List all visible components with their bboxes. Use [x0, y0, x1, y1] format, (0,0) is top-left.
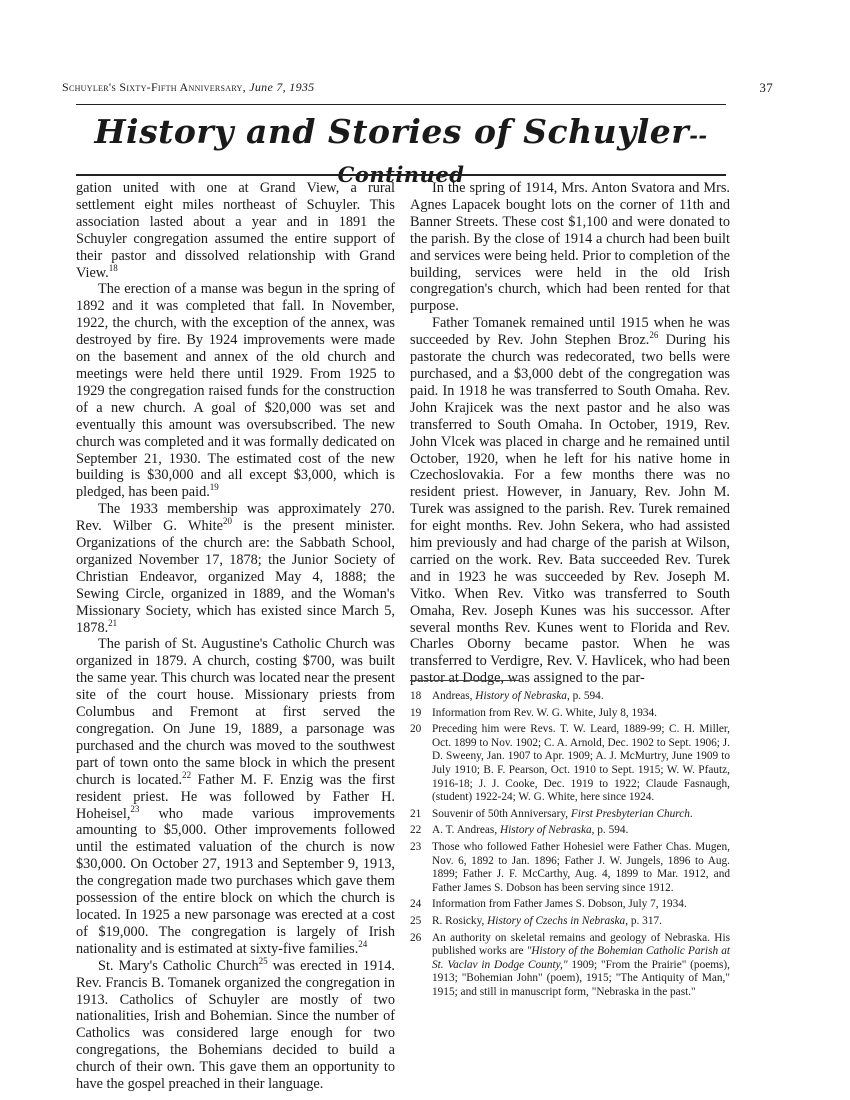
- paragraph: Father Tomanek remained until 1915 when he was succeeded by Rev. John Stephen Broz.$^{26}$ During his pastorate the church was redecorated, two bells were purchased, and a $3,000 debt of the congregation was paid. In 1918 he was transferred to South Omaha. Rev. John Krajicek was the next pastor and he also was transferred to South Omaha. In October, 1919, Rev. John Vlcek was placed in charge and he remained until October, 1920, when he left for his native home in Czechoslovakia. For a few months there was no resident priest. However, in January, Rev. John M. Turek was assigned to the parish. Rev. Turek remained for eight months. Rev. John Sekera, who had assisted him previously and had charge of the parish at Wilson, carried on the work. Rev. Bata succeeded Rev. Turek and in 1923 he was succeeded by Rev. Joseph M. Vitko. When Rev. Vitko was transferred to South Omaha, Rev. Joseph Kunes was his successor. After several months Rev. Kunes went to Florida and Rev. Charles Oborny became pastor. When he was transferred to Verdigre, Rev. V. Havlicek, who had been pastor at Dodge, was assigned to the par-: [410, 315, 731, 687]
- footnote-ref: 24: [358, 939, 368, 950]
- footnote-ref: 26: [649, 330, 659, 341]
- footnote-rule: [410, 680, 520, 681]
- running-title: Schuyler's Sixty-Fifth Anniversary,: [62, 80, 246, 94]
- page-title: [76, 112, 726, 190]
- running-head: [62, 80, 773, 95]
- paragraph: gation united with one at Grand View, a rural settlement eight miles northeast of Schuyler. This association lasted about a year and in 1891 the Schuyler congregation assumed the entire support of their pastor and dissolved relationship with Grand View.$^{18}$: [76, 180, 395, 281]
- page-number: 37: [759, 80, 773, 95]
- left-column: [76, 180, 395, 1093]
- right-column: [410, 180, 730, 687]
- footnote-ref: 21: [108, 617, 118, 628]
- footnote: 25 R. Rosicky, History of Czechs in Nebraska, p. 317.: [410, 914, 662, 927]
- paragraph: The 1933 membership was approximately 270. Rev. Wilber G. White$^{20}$ is the present minister. Organizations of the church are: the Sabbath School, organized November 17, 1878; the Junior Society of Christian Endeavor, organized May 4, 1888; the Sewing Circle, organized in 1889, and the Woman's Missionary Society, which has existed since March 5, 1878.21: [76, 501, 395, 636]
- footnote: 21 Souvenir of 50th Anniversary, First Presbyterian Church.: [410, 807, 693, 820]
- footnote: 18 Andreas, History of Nebraska, p. 594.: [410, 690, 604, 702]
- footnote: 20 Preceding him were Revs. T. W. Leard, 1889-99; C. H. Miller, Oct. 1899 to Nov. 1902; C. A. Arnold, Dec. 1902 to Sept. 1906; J. D. Sweeny, Jan. 1907 to Apr. 1909; A. J. McMurtry, June 1909 to July 1910; B. F. Pearson, Oct. 1910 to Sept. 1915; W. W. Pfautz, 1916-18; J. J. Cooke, Dec. 1919 to 1922; Claude Fasnaugh, (student) 1922-24; W. G. White, here since 1924.: [410, 723, 730, 804]
- footnote-ref: 22: [182, 769, 192, 780]
- title-rule: [76, 174, 726, 176]
- footnote: 24 Information from Father James S. Dobson, July 7, 1934.: [410, 898, 687, 911]
- footnote-ref: 18: [108, 262, 118, 273]
- footnote: 26 An authority on skeletal remains and geology of Nebraska. His published works are "History of the Bohemian Catholic Parish at St. Vaclav in Dodge County," 1909; "From the Prairie" (poems), 1913; "Bohemian John" (poem), 1915; "The Antiquity of Man," 1915; and still in manuscript form, "Nebraska in the past.": [410, 931, 731, 998]
- paragraph: The parish of St. Augustine's Catholic Church was organized in 1879. A church, costing $700, was built the same year. This church was located near the present site of the court house. Missionary priests from Columbus and Fremont at first served the congregation. On June 19, 1889, a parsonage was purchased and the church was moved to the southwest part of town onto the same block in which the present church is located.$^{22}$ Father M. F. Enzig was the first resident priest. He was followed by Father H. Hoheisel,$^{23}$ who made various improvements amounting to $5,000. Other improvements followed until the estimated valuation of the church is now $30,000. On October 27, 1913 and September 9, 1913, the congregation made two purchases which gave them possession of the entire block on which the church is located. In 1925 a new parsonage was erected at a cost of $19,000. The congregation is largely of Irish nationality and is estimated at sixty-five families.$^{24}$: [76, 636, 396, 957]
- paragraph: The erection of a manse was begun in the spring of 1892 and it was completed that fall. In November, 1922, the church, with the exception of the annex, was destroyed by fire. By 1924 improvements were made on the basement and annex of the old church and meetings were held there until 1929. From 1925 to 1929 the congregation raised funds for the construction of a new church. A goal of $20,000 was set and eventually this amount was oversubscribed. The new church was completed and it was formally dedicated on September 21, 1930. The estimated cost of the new building is $30,000 and all except $3,000, which is pledged, has been paid.$^{19}$: [76, 281, 395, 501]
- footnote-ref: 20: [222, 516, 232, 527]
- paragraph: St. Mary's Catholic Church$^{25}$ was erected in 1914. Rev. Francis B. Tomanek organized the congregation in 1913. Catholics of Schuyler are mostly of two nationalities, Irish and Bohemian. Since the number of Catholics was considered large enough for two congregations, the Bohemians decided to build a church of their own. This gave them an opportunity to have the gospel preached in their language.: [76, 955, 395, 1093]
- header-rule: [76, 104, 726, 105]
- footnote: 19 Information from Rev. W. G. White, July 8, 1934.: [410, 706, 657, 719]
- footnote: 23 Those who followed Father Hohesiel were Father Chas. Mugen, Nov. 6, 1892 to Jan. 1896; Father J. W. Jungels, 1896 to Aug. 1899; Father J. F. McCarthy, Aug. 4, 1899 to Mar. 1912, and Father James S. Dobson has been serving since 1912.: [410, 840, 730, 894]
- footnotes: [410, 690, 730, 1002]
- title-main: History and Stories of Schuyler: [94, 112, 690, 151]
- paragraph: In the spring of 1914, Mrs. Anton Svatora and Mrs. Agnes Lapacek bought lots on the corner of 11th and Banner Streets. These cost $1,100 and were donated to the parish. By the close of 1914 a church had been built and services were being held. Prior to completion of the building, services were held in the old Irish congregation's church, which had been rented for that purpose.: [410, 180, 730, 315]
- footnote: 22 A. T. Andreas, History of Nebraska, p. 594.: [410, 824, 629, 837]
- running-date: June 7, 1935: [249, 80, 315, 94]
- title-continued: -- Continued: [337, 123, 708, 187]
- footnote-ref: 19: [209, 482, 219, 493]
- footnote-ref: 25: [258, 955, 268, 966]
- footnote-ref: 23: [130, 803, 140, 814]
